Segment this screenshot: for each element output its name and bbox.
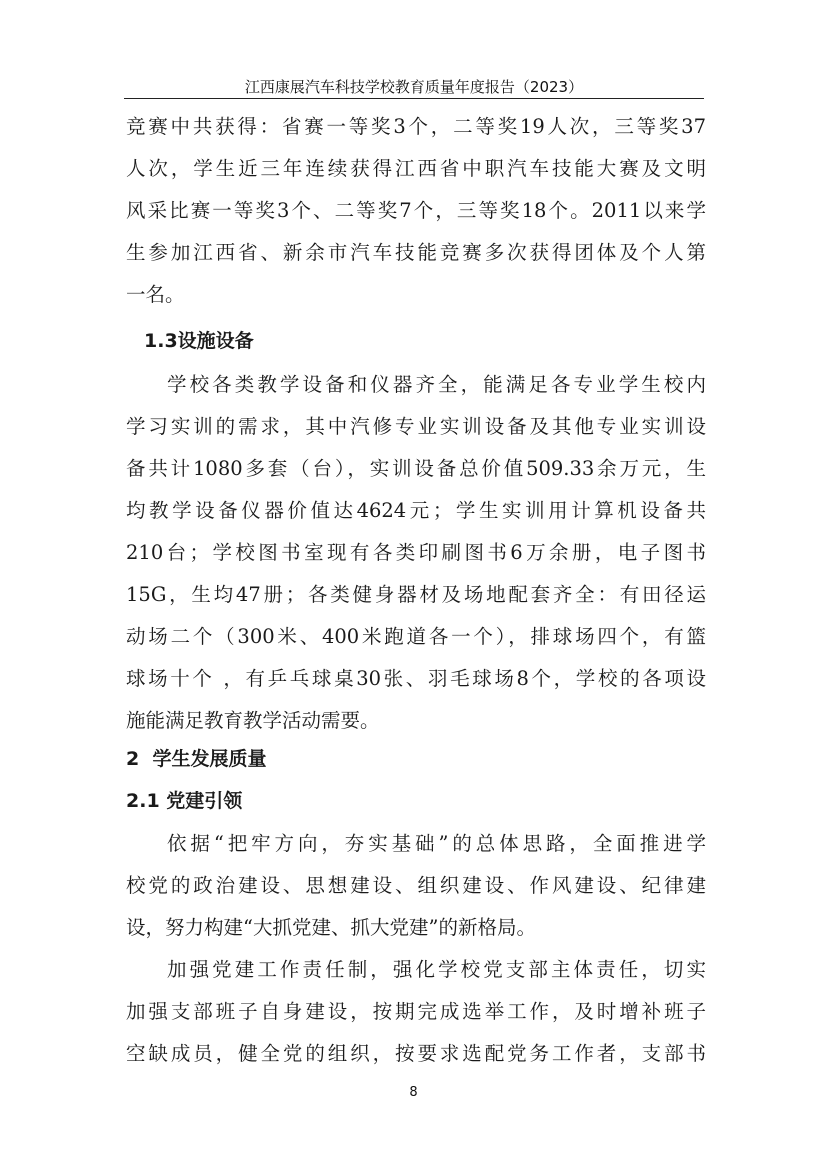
- text-line: 球场十个 ，有乒乓球桌30张、羽毛球场8个，学校的各项设: [126, 667, 706, 690]
- text-line: 一名。: [126, 283, 185, 306]
- text-line: 施能满足教育教学活动需要。: [126, 709, 380, 732]
- text-line: 人次，学生近三年连续获得江西省中职汽车技能大赛及文明: [126, 157, 706, 180]
- page-header-title: 江西康展汽车科技学校教育质量年度报告（2023）: [244, 78, 584, 96]
- text-line: 学校各类教学设备和仪器齐全，能满足各专业学生校内: [167, 373, 706, 396]
- text-line: 备共计1080多套（台），实训设备总价值509.33余万元，生: [126, 457, 706, 480]
- header-rule: [124, 98, 704, 99]
- text-line: 动场二个（300米、400米跑道各一个），排球场四个，有篮: [126, 625, 706, 648]
- text-line: 加强支部班子自身建设，按期完成选举工作，及时增补班子: [126, 1000, 706, 1023]
- text-line: 15G，生均47册；各类健身器材及场地配套齐全：有田径运: [126, 583, 706, 606]
- text-line: 风采比赛一等奖3个、二等奖7个，三等奖18个。2011以来学: [126, 199, 706, 222]
- section-heading-2-1: 2.1 党建引领: [126, 790, 243, 812]
- text-line: 210台；学校图书室现有各类印刷图书6万余册，电子图书: [126, 541, 706, 564]
- page-number: 8: [409, 1085, 418, 1100]
- text-line: 设，努力构建“大抓党建、抓大党建”的新格局。: [126, 916, 536, 939]
- text-line: 空缺成员，健全党的组织，按要求选配党务工作者，支部书: [126, 1042, 706, 1065]
- text-line: 依据“把牢方向，夯实基础”的总体思路，全面推进学: [167, 832, 706, 855]
- text-line: 生参加江西省、新余市汽车技能竞赛多次获得团体及个人第: [126, 241, 706, 264]
- text-line: 加强党建工作责任制，强化学校党支部主体责任，切实: [167, 958, 706, 981]
- text-line: 学习实训的需求，其中汽修专业实训设备及其他专业实训设: [126, 415, 706, 438]
- section-heading-2: 2 学生发展质量: [126, 748, 267, 770]
- text-line: 竞赛中共获得：省赛一等奖3个，二等奖19人次，三等奖37: [126, 115, 706, 138]
- section-heading-1-3: 1.3设施设备: [144, 330, 254, 352]
- text-line: 校党的政治建设、思想建设、组织建设、作风建设、纪律建: [126, 874, 706, 897]
- text-line: 均教学设备仪器价值达4624元；学生实训用计算机设备共: [126, 499, 706, 522]
